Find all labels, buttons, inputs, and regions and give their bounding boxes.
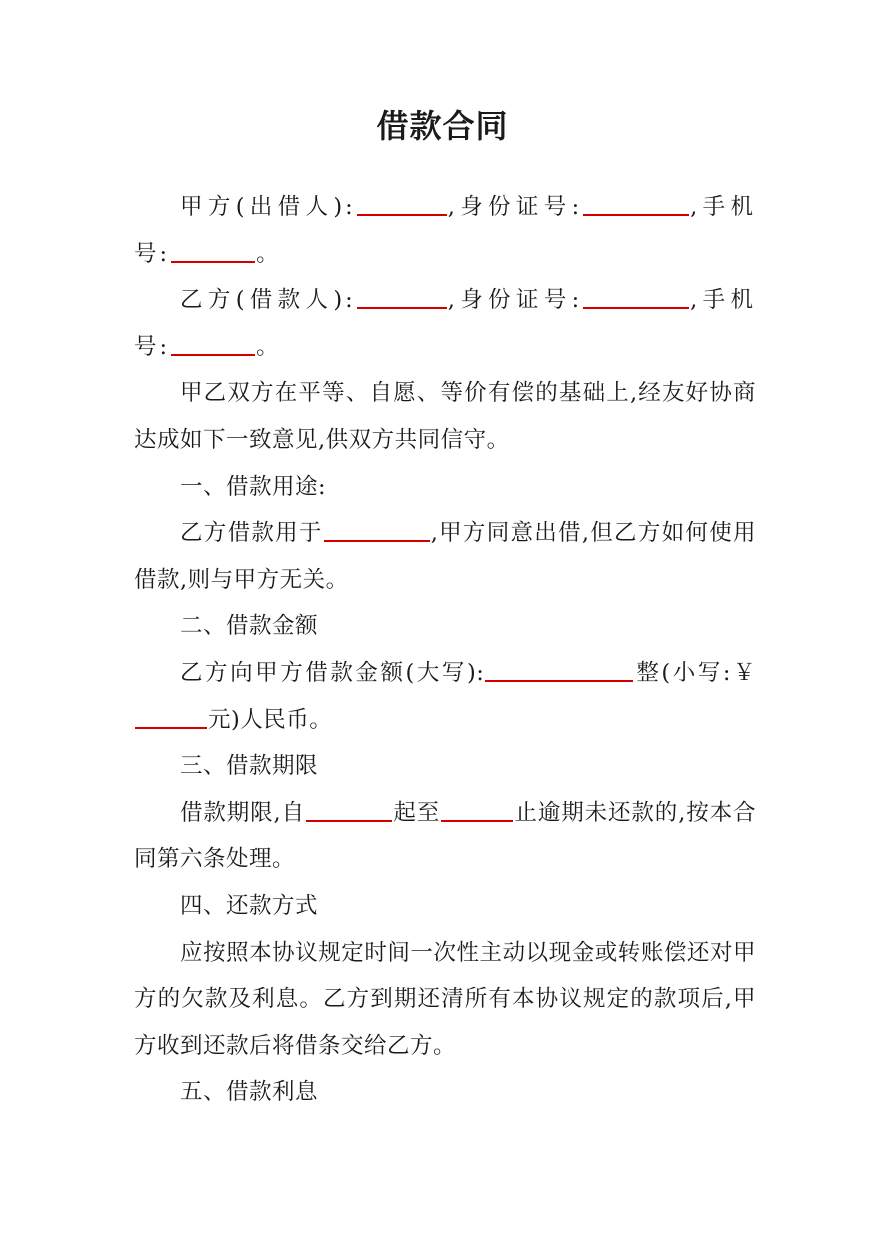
amount-uppercase-blank[interactable] (485, 658, 633, 682)
section-5-heading: 五、借款利息 (180, 1079, 319, 1106)
section-3-text-after: 止逾期未还款的,按本合同第六条处理。 (134, 799, 756, 873)
party-a-id-label: ,身份证号: (447, 194, 583, 220)
section-2-text-after: 元)人民币。 (208, 706, 333, 733)
party-a-end: 。 (256, 240, 282, 267)
party-a-label: 甲方(出借人): (180, 194, 356, 220)
party-b-phone-label: ,手机号: (134, 287, 756, 360)
party-a-name-blank[interactable] (357, 192, 447, 216)
amount-numeric-blank[interactable] (135, 705, 207, 729)
section-2-paragraph (134, 650, 756, 743)
party-b-end: 。 (256, 333, 282, 360)
party-a-phone-blank[interactable] (171, 239, 255, 263)
section-4-heading: 四、还款方式 (180, 892, 319, 919)
section-1-paragraph (134, 510, 756, 603)
section-1-text-after: ,甲方同意出借,但乙方如何使用借款,则与甲方无关。 (134, 520, 756, 593)
section-3-text-before: 借款期限,自 (180, 799, 305, 826)
section-3-heading: 三、借款期限 (180, 753, 319, 780)
section-2-text-before: 乙方向甲方借款金额(大写): (180, 659, 485, 686)
party-b-label: 乙方(借款人): (180, 287, 356, 314)
party-a-phone-label: ,手机号: (134, 194, 756, 267)
section-1-text-before: 乙方借款用于 (180, 520, 323, 547)
party-b-phone-blank[interactable] (171, 332, 255, 356)
preamble-paragraph: 甲乙双方在平等、自愿、等价有偿的基础上,经友好协商达成如下一致意见,供双方共同信守。 (134, 380, 756, 453)
party-b-paragraph (134, 277, 756, 370)
loan-purpose-blank[interactable] (324, 518, 430, 542)
section-3-text-middle: 起至 (392, 799, 441, 826)
start-date-blank[interactable] (306, 798, 392, 822)
section-2-text-middle: 整(小写:￥ (634, 659, 757, 686)
party-b-name-blank[interactable] (357, 285, 447, 309)
party-b-id-blank[interactable] (583, 285, 689, 309)
section-2-heading: 二、借款金额 (180, 613, 319, 640)
end-date-blank[interactable] (441, 798, 513, 822)
document-title: 借款合同 (376, 107, 509, 145)
party-a-paragraph (134, 184, 756, 277)
contract-body (134, 184, 756, 1116)
section-4-paragraph: 应按照本协议规定时间一次性主动以现金或转账偿还对甲方的欠款及利息。乙方到期还清所有本协议规定的款项后,甲方收到还款后将借条交给乙方。 (134, 939, 756, 1059)
section-1-heading: 一、借款用途: (180, 473, 327, 500)
party-a-id-blank[interactable] (583, 192, 689, 216)
party-b-id-label: ,身份证号: (447, 287, 583, 314)
section-3-paragraph (134, 790, 756, 883)
